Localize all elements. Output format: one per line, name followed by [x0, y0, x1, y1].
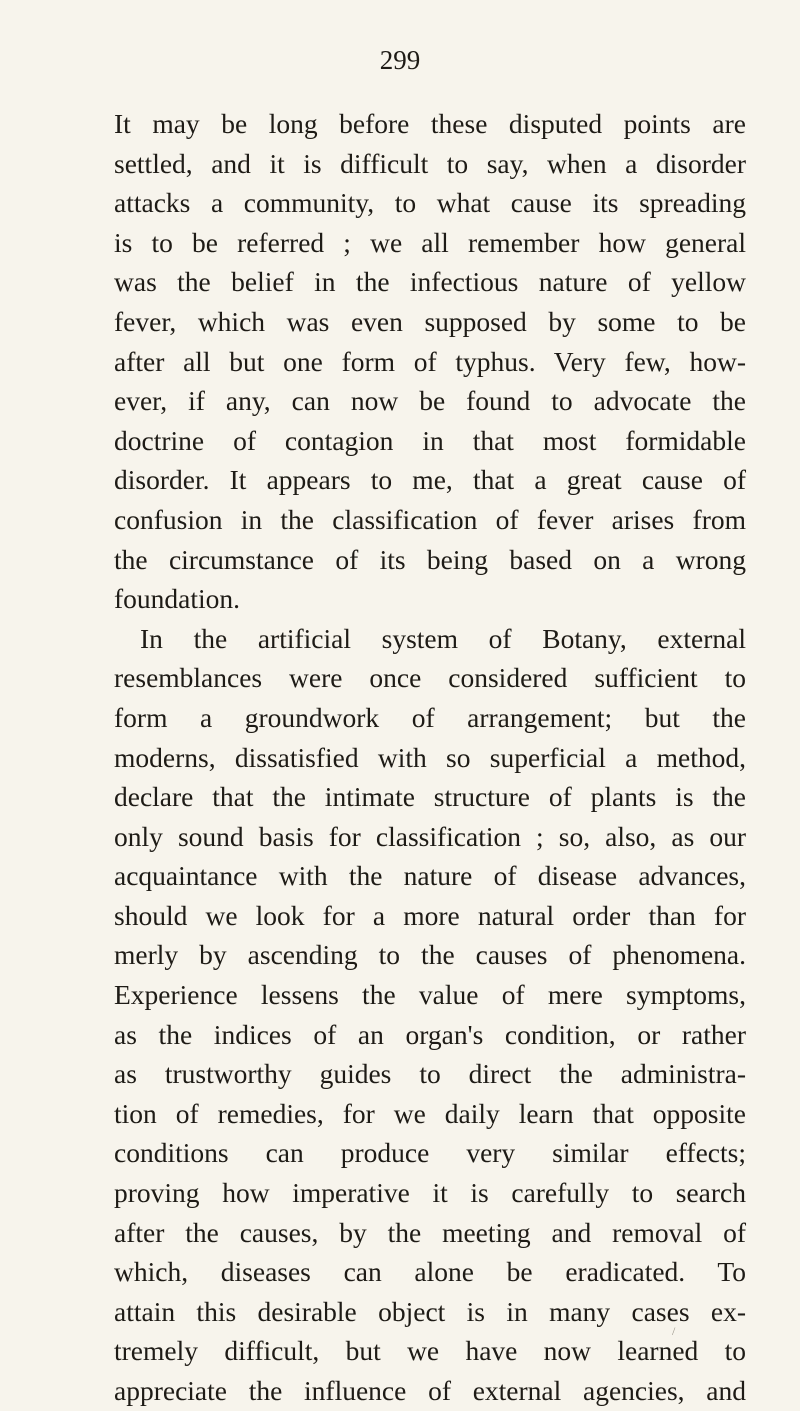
text-line: merly by ascending to the causes of phenomena. [114, 939, 746, 971]
text-line: which, diseases can alone be eradicated. To [114, 1256, 746, 1288]
text-line: moderns, dissatisfied with so superficial a method, [114, 741, 746, 773]
text-line: as the indices of an organ's condition, or rather [114, 1018, 746, 1050]
text-line: the circumstance of its being based on a wrong [114, 543, 746, 575]
text-line: was the belief in the infectious nature of yellow [114, 266, 746, 298]
text-line: doctrine of contagion in that most formidable [114, 424, 746, 456]
text-line: settled, and it is difficult to say, when a disorder [114, 147, 746, 179]
text-line: ever, if any, can now be found to advocate the [114, 385, 746, 417]
stray-pencil-mark: / [672, 1324, 676, 1338]
text-line: attain this desirable object is in many cases ex- [114, 1295, 746, 1327]
text-line: is to be referred ; we all remember how general [114, 226, 746, 258]
text-line: attacks a community, to what cause its spreading [114, 187, 746, 219]
text-line: resemblances were once considered sufficient to [114, 662, 746, 694]
text-line: form a groundwork of arrangement; but the [114, 701, 746, 733]
paragraph-start-line: In the artificial system of Botany, external [140, 622, 746, 654]
text-line: appreciate the influence of external agencies, and [114, 1375, 746, 1406]
text-line: after all but one form of typhus. Very few, how- [114, 345, 746, 377]
text-line: conditions can produce very similar effects; [114, 1137, 746, 1169]
text-line: should we look for a more natural order than for [114, 899, 746, 931]
text-line: foundation. [114, 583, 241, 615]
text-line: Experience lessens the value of mere symptoms, [114, 979, 746, 1011]
text-line: confusion in the classification of fever arises from [114, 503, 746, 535]
text-line: acquaintance with the nature of disease advances, [114, 860, 746, 892]
text-line: after the causes, by the meeting and removal of [114, 1216, 746, 1248]
text-line: only sound basis for classification ; so, also, as our [114, 820, 746, 852]
text-line: declare that the intimate structure of plants is the [114, 781, 746, 813]
text-line: It may be long before these disputed points are [114, 108, 746, 139]
text-line: tion of remedies, for we daily learn that opposite [114, 1097, 746, 1129]
text-line: disorder. It appears to me, that a great cause of [114, 464, 746, 496]
page-number: 299 [379, 45, 421, 75]
text-line: proving how imperative it is carefully to search [114, 1177, 746, 1209]
text-line: as trustworthy guides to direct the administra- [114, 1058, 746, 1090]
text-line: fever, which was even supposed by some to be [114, 305, 746, 337]
text-line: tremely difficult, but we have now learned to [114, 1335, 746, 1367]
body-text [114, 104, 746, 1411]
